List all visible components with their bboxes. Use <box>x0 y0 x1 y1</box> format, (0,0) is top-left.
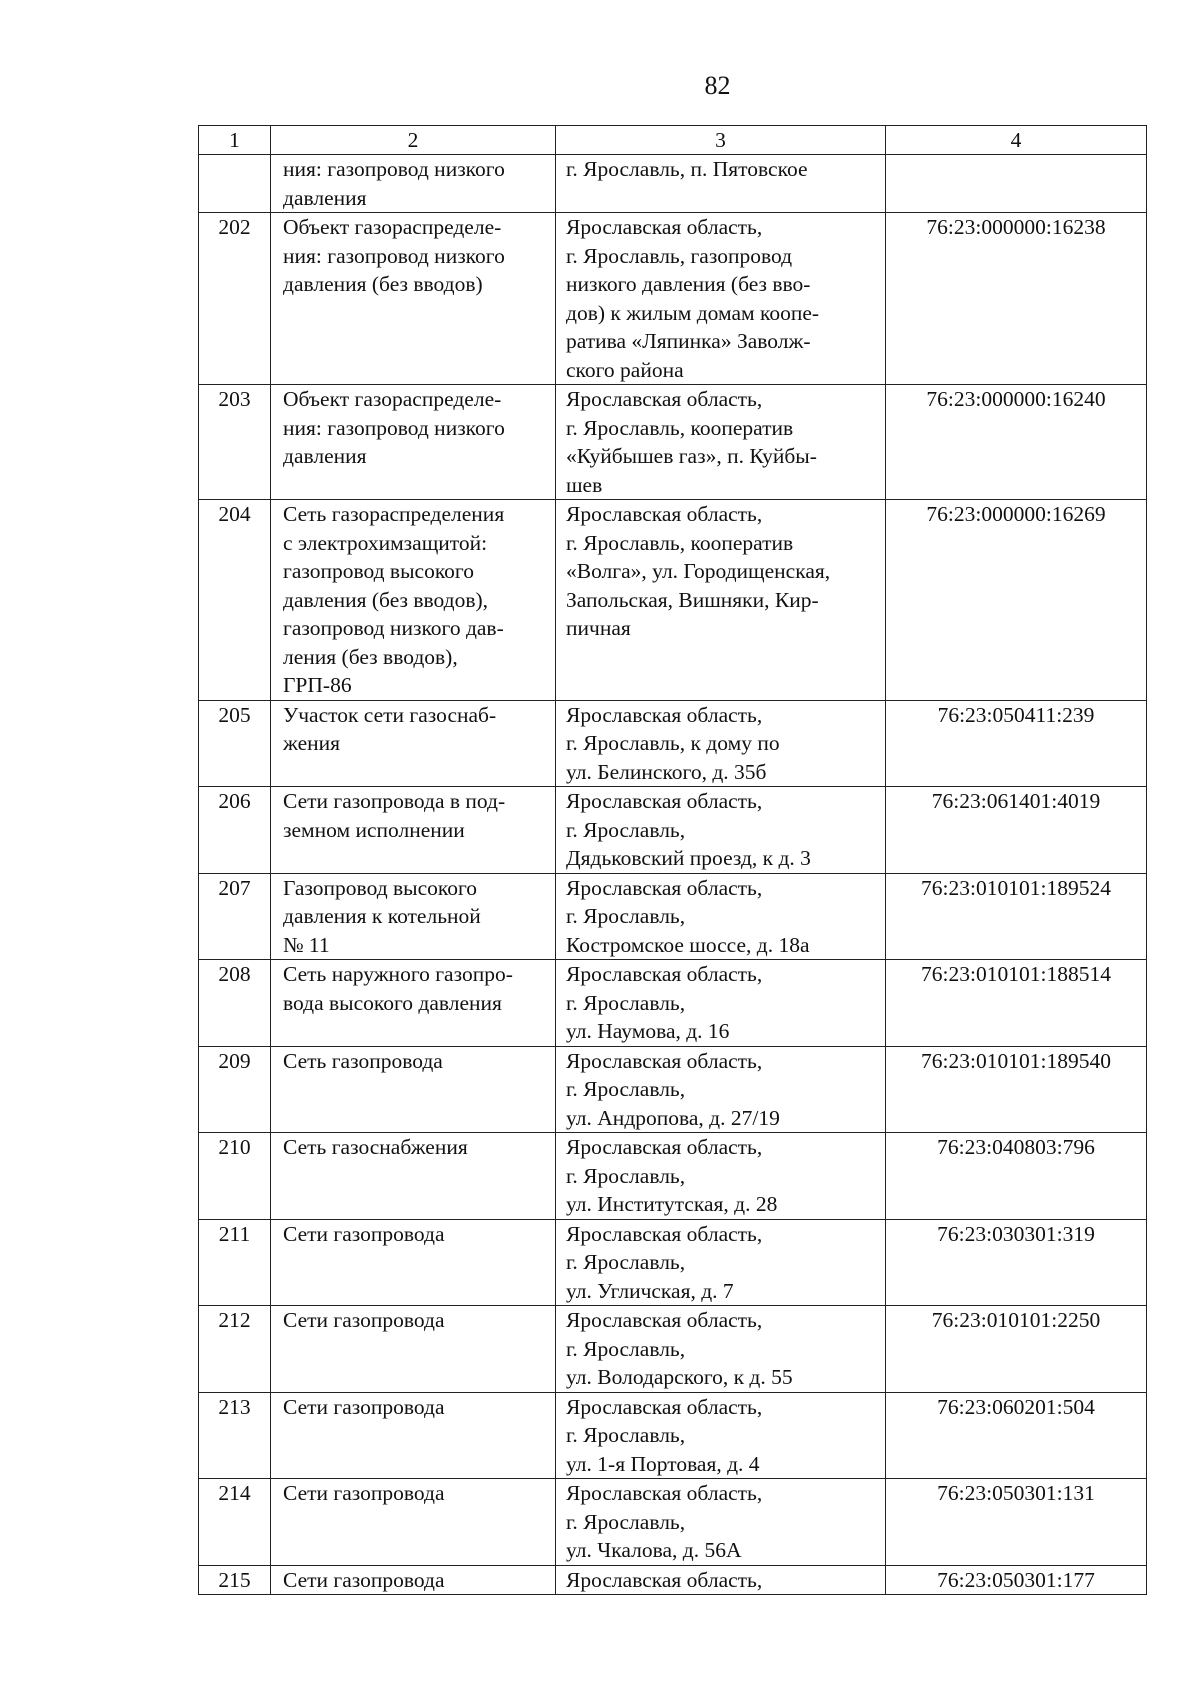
object-name: Сети газопровода <box>271 1565 556 1595</box>
object-name: Сеть наружного газопро- вода высокого давления <box>271 960 556 1047</box>
table-row <box>199 213 1147 385</box>
table-row <box>199 1046 1147 1133</box>
cadastral-number: 76:23:050301:131 <box>886 1479 1147 1566</box>
row-number: 202 <box>199 213 271 385</box>
row-number: 209 <box>199 1046 271 1133</box>
object-address: Ярославская область, г. Ярославль, Костромское шоссе, д. 18а <box>556 873 886 960</box>
object-name: Сеть газораспределения с электрохимзащитой: газопровод высокого давления (без вводов), газопровод низкого дав- ления (без вводов), ГРП-86 <box>271 500 556 701</box>
object-address: Ярославская область, г. Ярославль, ул. Андропова, д. 27/19 <box>556 1046 886 1133</box>
table-row <box>199 1219 1147 1306</box>
table-row <box>199 385 1147 500</box>
row-number: 212 <box>199 1306 271 1393</box>
object-address: Ярославская область, г. Ярославль, ул. Институтская, д. 28 <box>556 1133 886 1220</box>
table-row <box>199 500 1147 701</box>
object-name: ния: газопровод низкого давления <box>271 155 556 213</box>
object-name: Сети газопровода в под- земном исполнении <box>271 787 556 874</box>
cadastral-number: 76:23:050411:239 <box>886 700 1147 787</box>
cadastral-number: 76:23:000000:16238 <box>886 213 1147 385</box>
object-address: Ярославская область, г. Ярославль, ул. Наумова, д. 16 <box>556 960 886 1047</box>
cadastral-number: 76:23:060201:504 <box>886 1392 1147 1479</box>
cadastral-number: 76:23:010101:189540 <box>886 1046 1147 1133</box>
table-row <box>199 1306 1147 1393</box>
row-number: 213 <box>199 1392 271 1479</box>
object-address: Ярославская область, г. Ярославль, ул. Чкалова, д. 56А <box>556 1479 886 1566</box>
object-name: Сети газопровода <box>271 1392 556 1479</box>
object-address: г. Ярославль, п. Пятовское <box>556 155 886 213</box>
cadastral-number: 76:23:040803:796 <box>886 1133 1147 1220</box>
column-header-3: 3 <box>556 126 886 155</box>
object-name: Сети газопровода <box>271 1479 556 1566</box>
row-number: 210 <box>199 1133 271 1220</box>
row-number: 206 <box>199 787 271 874</box>
cadastral-number: 76:23:061401:4019 <box>886 787 1147 874</box>
row-number: 207 <box>199 873 271 960</box>
table-row <box>199 155 1147 213</box>
object-name: Сеть газоснабжения <box>271 1133 556 1220</box>
object-address: Ярославская область, г. Ярославль, ул. Угличская, д. 7 <box>556 1219 886 1306</box>
row-number: 204 <box>199 500 271 701</box>
table-row <box>199 873 1147 960</box>
cadastral-number <box>886 155 1147 213</box>
cadastral-number: 76:23:010101:189524 <box>886 873 1147 960</box>
object-address: Ярославская область, г. Ярославль, газопровод низкого давления (без вво- дов) к жилым домам коопе- ратива «Ляпинка» Заволж- ского района <box>556 213 886 385</box>
cadastral-number: 76:23:010101:188514 <box>886 960 1147 1047</box>
table-body <box>199 155 1147 1595</box>
column-header-4: 4 <box>886 126 1147 155</box>
object-address: Ярославская область, <box>556 1565 886 1595</box>
table-row <box>199 1479 1147 1566</box>
row-number: 214 <box>199 1479 271 1566</box>
column-header-1: 1 <box>199 126 271 155</box>
table-header-row <box>199 126 1147 155</box>
row-number: 211 <box>199 1219 271 1306</box>
registry-table <box>198 125 1147 1595</box>
object-name: Сеть газопровода <box>271 1046 556 1133</box>
row-number: 205 <box>199 700 271 787</box>
object-address: Ярославская область, г. Ярославль, Дядьковский проезд, к д. 3 <box>556 787 886 874</box>
object-address: Ярославская область, г. Ярославль, кооператив «Куйбышев газ», п. Куйбы- шев <box>556 385 886 500</box>
table-row <box>199 700 1147 787</box>
row-number: 203 <box>199 385 271 500</box>
object-address: Ярославская область, г. Ярославль, к дому по ул. Белинского, д. 35б <box>556 700 886 787</box>
cadastral-number: 76:23:050301:177 <box>886 1565 1147 1595</box>
object-address: Ярославская область, г. Ярославль, кооператив «Волга», ул. Городищенская, Запольская, Вишняки, Кир- пичная <box>556 500 886 701</box>
table-row <box>199 787 1147 874</box>
object-name: Объект газораспределе- ния: газопровод низкого давления <box>271 385 556 500</box>
row-number <box>199 155 271 213</box>
object-name: Объект газораспределе- ния: газопровод низкого давления (без вводов) <box>271 213 556 385</box>
object-name: Газопровод высокого давления к котельной № 11 <box>271 873 556 960</box>
cadastral-number: 76:23:010101:2250 <box>886 1306 1147 1393</box>
table-row <box>199 1565 1147 1595</box>
object-name: Участок сети газоснаб- жения <box>271 700 556 787</box>
table-row <box>199 1133 1147 1220</box>
row-number: 215 <box>199 1565 271 1595</box>
page-number: 82 <box>704 71 731 100</box>
column-header-2: 2 <box>271 126 556 155</box>
object-name: Сети газопровода <box>271 1306 556 1393</box>
table-row <box>199 960 1147 1047</box>
object-address: Ярославская область, г. Ярославль, ул. 1-я Портовая, д. 4 <box>556 1392 886 1479</box>
object-address: Ярославская область, г. Ярославль, ул. Володарского, к д. 55 <box>556 1306 886 1393</box>
cadastral-number: 76:23:000000:16240 <box>886 385 1147 500</box>
cadastral-number: 76:23:000000:16269 <box>886 500 1147 701</box>
row-number: 208 <box>199 960 271 1047</box>
table-row <box>199 1392 1147 1479</box>
cadastral-number: 76:23:030301:319 <box>886 1219 1147 1306</box>
object-name: Сети газопровода <box>271 1219 556 1306</box>
